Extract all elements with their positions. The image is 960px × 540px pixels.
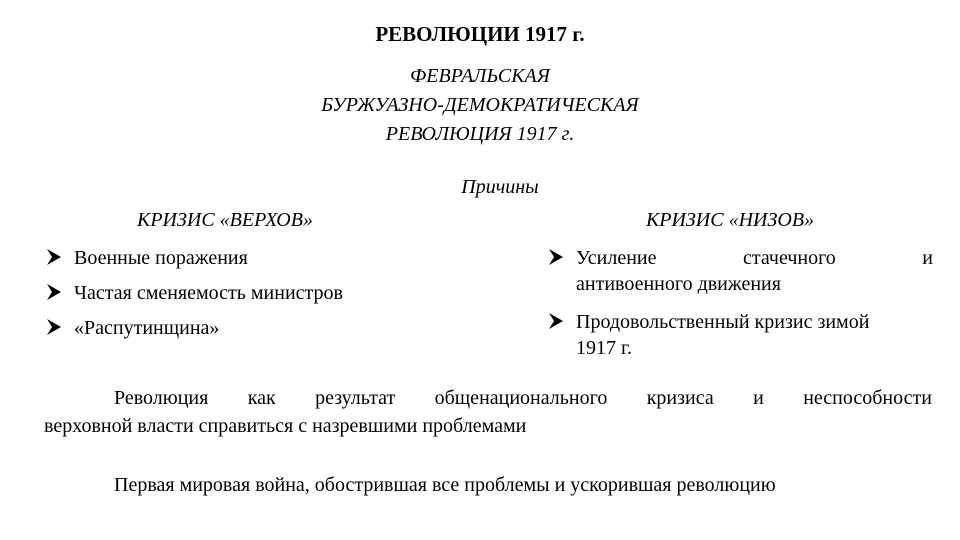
right-column-heading: КРИЗИС «НИЗОВ» [645, 209, 815, 231]
list-item-line: Продовольственный кризис зимой [576, 311, 870, 333]
arrowhead-bullet-icon [548, 248, 564, 266]
right-cause-list [548, 245, 933, 361]
subtitle [0, 62, 960, 149]
word: и [922, 247, 933, 269]
list-item-line [576, 245, 933, 271]
list-item [548, 309, 933, 361]
causes-label: Причины [461, 176, 539, 198]
word: стачечного [742, 247, 836, 269]
subtitle-line: БУРЖУАЗНО-ДЕМОКРАТИЧЕСКАЯ [321, 94, 639, 116]
list-item-text: Частая сменяемость министров [74, 282, 343, 304]
list-item-text: «Распутинщина» [74, 317, 220, 339]
conclusion-line [44, 384, 932, 412]
arrowhead-bullet-icon [548, 312, 564, 330]
list-item [46, 315, 426, 350]
conclusion-paragraph [44, 384, 932, 440]
subtitle-line: ФЕВРАЛЬСКАЯ [410, 65, 550, 87]
word: как [247, 387, 276, 409]
left-cause-list [46, 245, 426, 350]
left-column-heading: КРИЗИС «ВЕРХОВ» [137, 209, 313, 231]
word: неспособности [803, 387, 932, 409]
word: и [753, 387, 764, 409]
arrowhead-bullet-icon [46, 248, 62, 266]
conclusion-line: верховной власти справиться с назревшими проблемами [44, 415, 527, 437]
list-item [46, 245, 426, 280]
list-item [46, 280, 426, 315]
list-item-line: 1917 г. [576, 337, 632, 359]
arrowhead-bullet-icon [46, 318, 62, 336]
final-note-text: Первая мировая война, обострившая все проблемы и ускорившая революцию [114, 474, 776, 496]
word: результат [315, 387, 396, 409]
list-item-text: Военные поражения [74, 247, 248, 269]
list-item [548, 245, 933, 297]
word: кризиса [646, 387, 714, 409]
word: общенационального [434, 387, 608, 409]
subtitle-line: РЕВОЛЮЦИЯ 1917 г. [385, 123, 575, 145]
list-item-line: антивоенного движения [576, 273, 781, 295]
arrowhead-bullet-icon [46, 283, 62, 301]
word: Усиление [576, 247, 657, 269]
page-title: РЕВОЛЮЦИИ 1917 г. [375, 22, 585, 46]
word: Революция [114, 387, 209, 409]
